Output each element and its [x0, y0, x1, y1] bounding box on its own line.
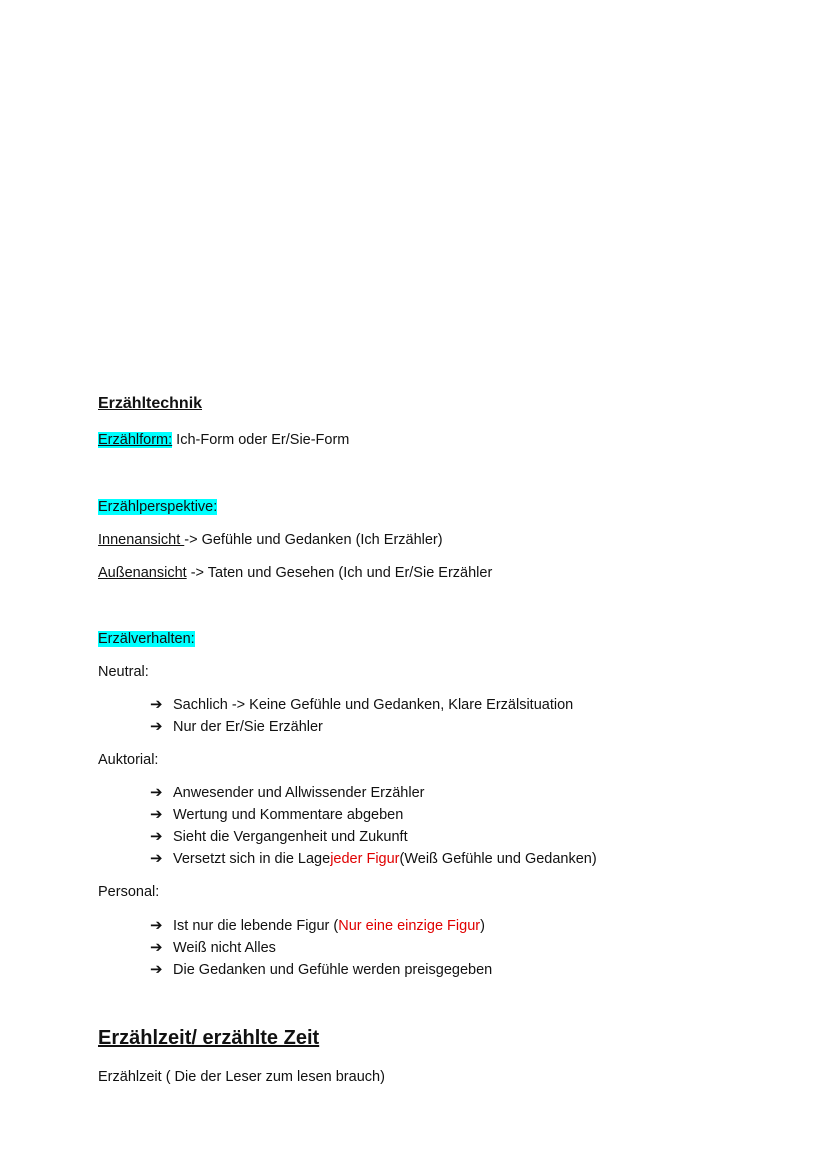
erzaehlzeit-line: Erzählzeit ( Die der Leser zum lesen brauch) [98, 1069, 385, 1085]
aussenansicht-line [98, 563, 492, 583]
list-item: ➔ Weiß nicht Alles [150, 937, 492, 959]
arrow-icon: ➔ [150, 696, 163, 713]
list-item: ➔ Die Gedanken und Gefühle werden preisgegeben [150, 959, 492, 981]
erzaehlform-label: Erzählform: [98, 432, 173, 448]
heading-erzaehltechnik: Erzähltechnik [98, 395, 203, 412]
perspektive-line [98, 497, 217, 517]
personal-list [150, 915, 492, 981]
arrow-icon: ➔ [150, 784, 163, 801]
innenansicht-label: Innenansicht [98, 532, 185, 548]
neutral-list [150, 694, 573, 738]
list-item: ➔ Versetzt sich in die Lage jeder Figur (Weiß Gefühle und Gedanken) [150, 848, 597, 870]
auktorial-title: Auktorial: [98, 752, 159, 768]
list-item: ➔ Sieht die Vergangenheit und Zukunft [150, 826, 597, 848]
aussenansicht-label: Außenansicht [98, 565, 187, 581]
arrow-icon: ➔ [150, 806, 163, 823]
heading-erzaehlzeit: Erzählzeit/ erzählte Zeit [98, 1027, 320, 1049]
innenansicht-text: -> Gefühle und Gedanken (Ich Erzähler) [184, 532, 443, 548]
arrow-icon: ➔ [150, 917, 163, 934]
emphasis-text: Nur eine einzige Figur [338, 918, 481, 934]
list-item: ➔ Nur der Er/Sie Erzähler [150, 716, 573, 738]
innenansicht-line [98, 530, 443, 550]
verhalten-label: Erzälverhalten: [98, 631, 195, 647]
arrow-icon: ➔ [150, 939, 163, 956]
list-item: ➔ Anwesender und Allwissender Erzähler [150, 782, 597, 804]
list-item: ➔ Ist nur die lebende Figur ( Nur eine einzige Figur ) [150, 915, 492, 937]
arrow-icon: ➔ [150, 718, 163, 735]
erzaehlform-text: Ich-Form oder Er/Sie-Form [172, 432, 350, 448]
erzaehlform-line [98, 430, 349, 450]
auktorial-list [150, 782, 597, 870]
arrow-icon: ➔ [150, 961, 163, 978]
personal-title: Personal: [98, 884, 160, 900]
list-item: ➔ Sachlich -> Keine Gefühle und Gedanken, Klare Erzälsituation [150, 694, 573, 716]
neutral-title: Neutral: [98, 664, 149, 680]
arrow-icon: ➔ [150, 850, 163, 867]
list-item: ➔ Wertung und Kommentare abgeben [150, 804, 597, 826]
emphasis-text: jeder Figur [330, 851, 400, 867]
arrow-icon: ➔ [150, 828, 163, 845]
verhalten-line [98, 629, 195, 649]
perspektive-label: Erzählperspektive: [98, 499, 218, 515]
aussenansicht-text: -> Taten und Gesehen (Ich und Er/Sie Erzähler [186, 565, 493, 581]
